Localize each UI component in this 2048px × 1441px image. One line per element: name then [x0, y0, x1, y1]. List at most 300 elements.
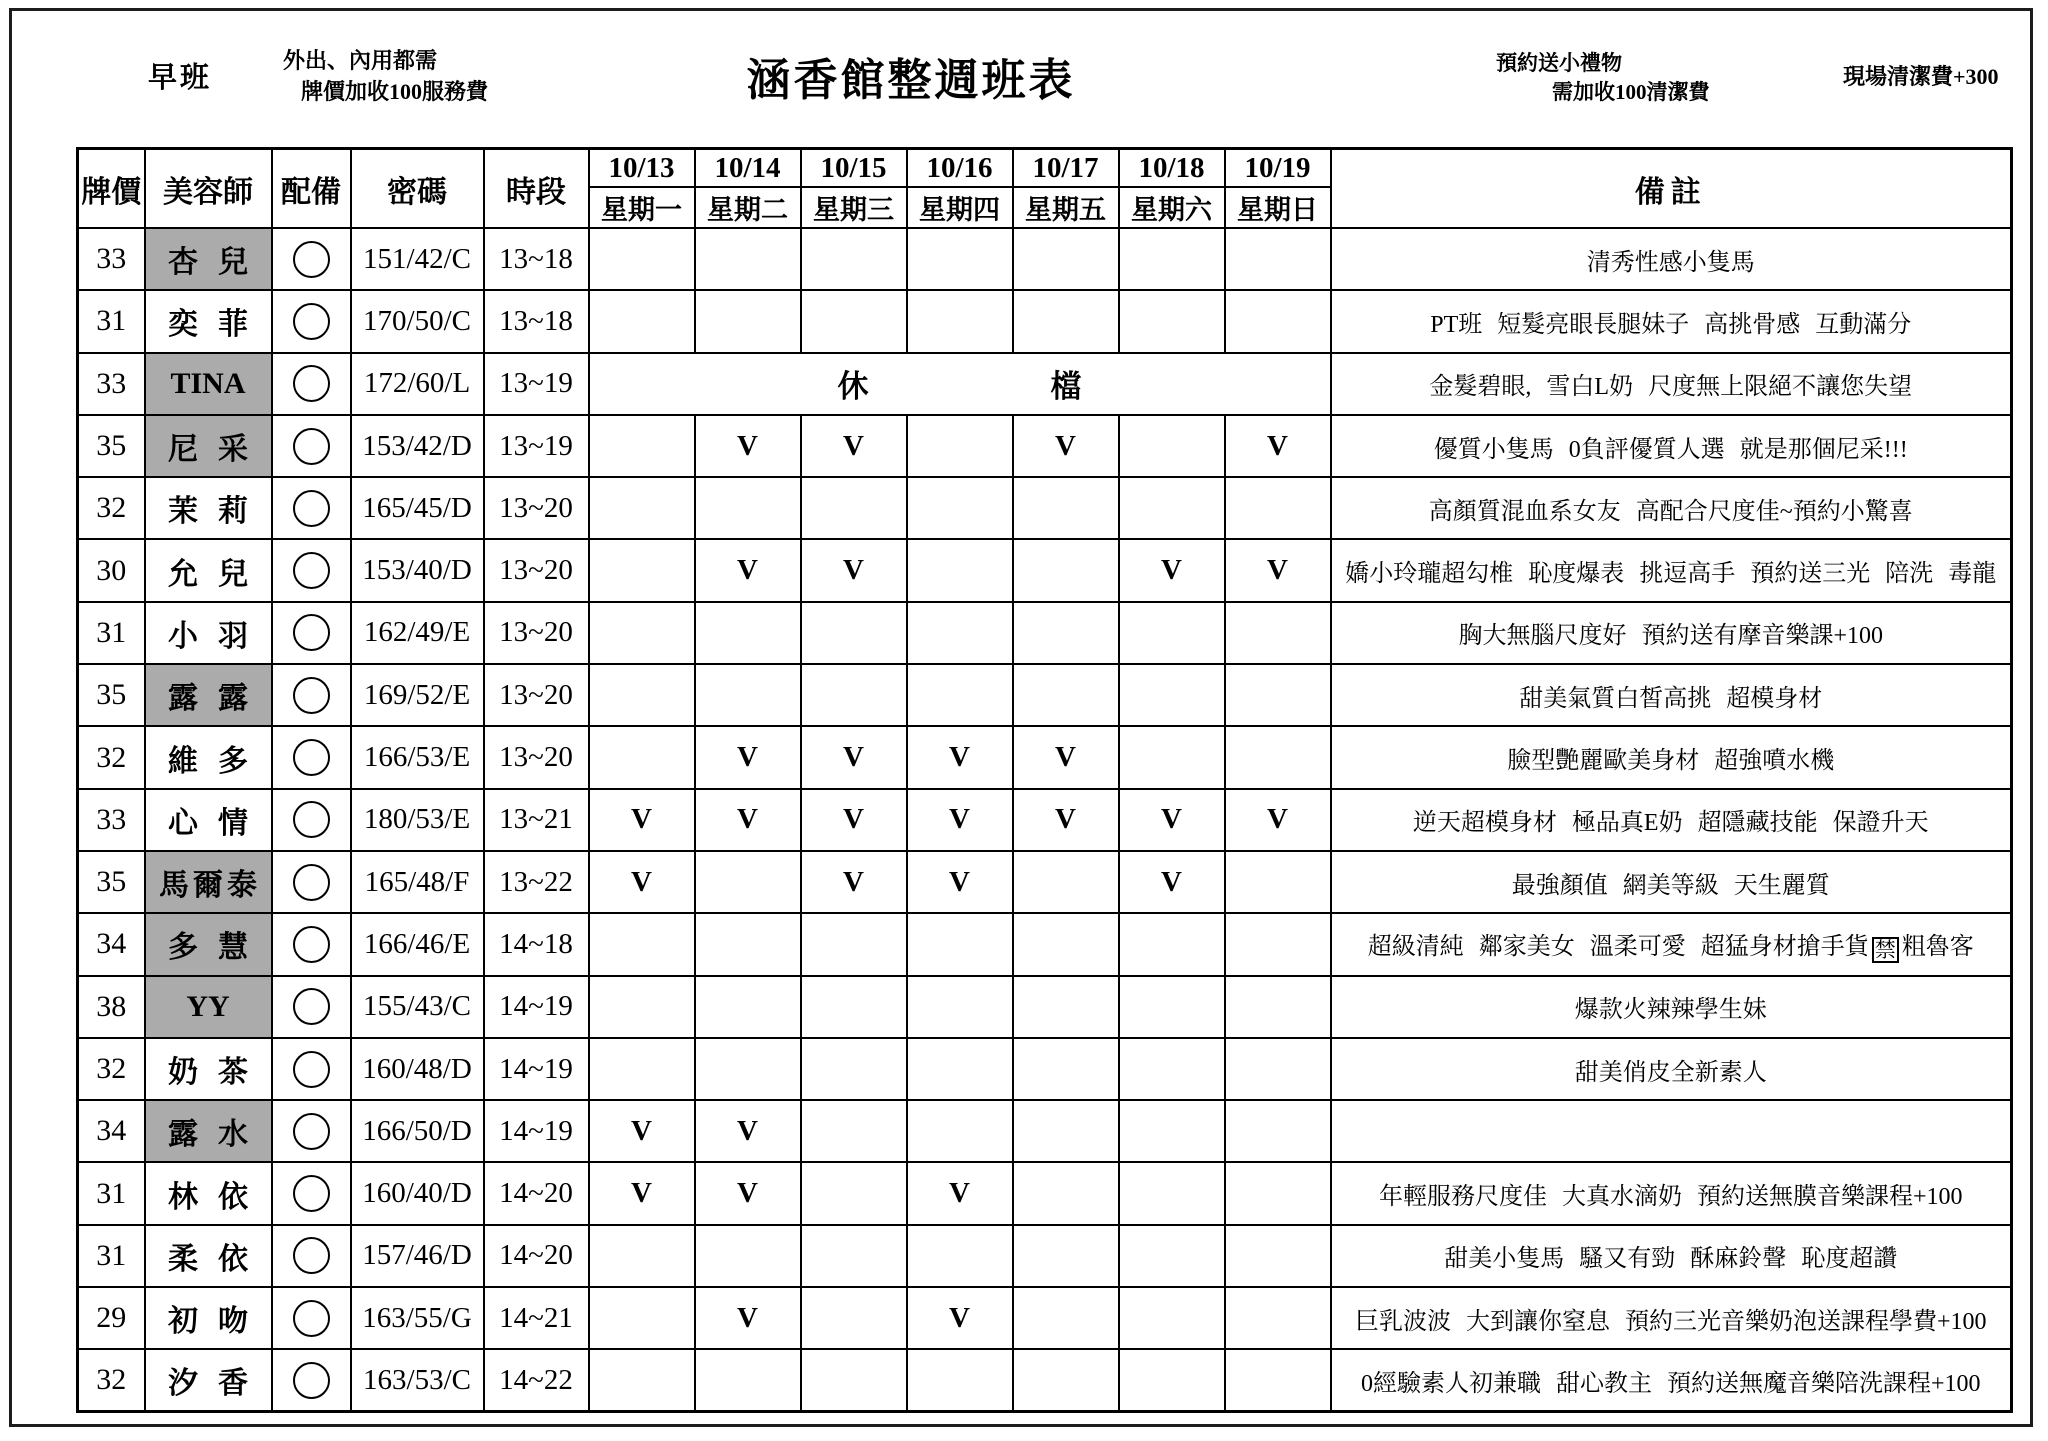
remark-cell: 胸大無腦尺度好 預約送有摩音樂課+100 — [1331, 602, 2012, 664]
schedule-cell — [1013, 228, 1119, 290]
schedule-cell — [1013, 1100, 1119, 1162]
schedule-cell: V — [1013, 726, 1119, 788]
page-title-text: 涵香館整週班表 — [746, 56, 1076, 105]
price-cell: 29 — [78, 1287, 145, 1349]
schedule-cell — [1225, 976, 1331, 1038]
schedule-cell — [1119, 664, 1225, 726]
equipment-cell — [272, 1287, 351, 1349]
schedule-cell — [695, 664, 801, 726]
price-cell: 34 — [78, 913, 145, 975]
booking-note-line2: 需加收100清潔費 — [1552, 80, 1710, 104]
remark-cell: 優質小隻馬 0負評優質人選 就是那個尼采!!! — [1331, 415, 2012, 477]
name-cell — [145, 228, 272, 290]
schedule-cell — [801, 602, 907, 664]
schedule-row — [78, 602, 2012, 664]
schedule-cell: V — [907, 726, 1013, 788]
schedule-row — [78, 1100, 2012, 1162]
code-cell: 166/53/E — [351, 726, 484, 788]
schedule-cell — [1013, 664, 1119, 726]
time-cell: 13~20 — [484, 726, 589, 788]
schedule-cell — [1119, 290, 1225, 352]
equipment-circle-icon — [293, 1051, 330, 1088]
beautician-name: 多慧 — [168, 931, 268, 965]
schedule-cell — [1225, 1162, 1331, 1224]
schedule-cell: V — [695, 1162, 801, 1224]
time-cell: 13~19 — [484, 415, 589, 477]
name-cell — [145, 415, 272, 477]
code-cell: 165/45/D — [351, 477, 484, 539]
schedule-cell — [695, 1225, 801, 1287]
schedule-row — [78, 851, 2012, 913]
equipment-circle-icon — [293, 988, 330, 1025]
equipment-circle-icon — [293, 614, 330, 651]
schedule-cell — [907, 1038, 1013, 1100]
remark-text: 粗魯客 — [1901, 933, 1974, 960]
schedule-cell — [695, 290, 801, 352]
beautician-name: 露水 — [168, 1118, 268, 1152]
remark-cell: 甜美氣質白皙高挑 超模身材 — [1331, 664, 2012, 726]
schedule-row — [78, 1162, 2012, 1224]
equipment-circle-icon — [293, 552, 330, 589]
beautician-name: 奕菲 — [168, 308, 268, 342]
schedule-cell — [1119, 1100, 1225, 1162]
weekday-header: 星期二 — [695, 187, 801, 228]
schedule-row — [78, 290, 2012, 352]
price-cell: 32 — [78, 1349, 145, 1411]
schedule-cell — [589, 726, 695, 788]
remark-cell — [1331, 1100, 2012, 1162]
schedule-cell — [1225, 913, 1331, 975]
remark-cell: 0經驗素人初兼職 甜心教主 預約送無魔音樂陪洗課程+100 — [1331, 1349, 2012, 1411]
schedule-cell — [1225, 851, 1331, 913]
price-cell: 33 — [78, 228, 145, 290]
equipment-cell — [272, 228, 351, 290]
equipment-circle-icon — [293, 1237, 330, 1274]
schedule-cell — [801, 1287, 907, 1349]
schedule-cell — [1119, 913, 1225, 975]
schedule-row — [78, 1287, 2012, 1349]
equipment-cell — [272, 851, 351, 913]
code-cell: 153/42/D — [351, 415, 484, 477]
time-cell: 13~18 — [484, 228, 589, 290]
schedule-cell — [695, 477, 801, 539]
schedule-cell — [1119, 1162, 1225, 1224]
schedule-cell: V — [695, 1287, 801, 1349]
beautician-name: TINA — [170, 366, 246, 400]
code-cell: 166/50/D — [351, 1100, 484, 1162]
schedule-cell — [695, 602, 801, 664]
rest-merged-cell — [589, 353, 1331, 415]
schedule-row — [78, 1038, 2012, 1100]
weekly-schedule-table — [76, 147, 2013, 1413]
name-cell — [145, 851, 272, 913]
schedule-row — [78, 664, 2012, 726]
schedule-cell — [589, 415, 695, 477]
schedule-cell — [1225, 664, 1331, 726]
equipment-cell — [272, 1038, 351, 1100]
remark-cell: 逆天超模身材 極品真E奶 超隱藏技能 保證升天 — [1331, 789, 2012, 851]
name-cell — [145, 726, 272, 788]
schedule-cell — [801, 228, 907, 290]
remark-cell: 清秀性感小隻馬 — [1331, 228, 2012, 290]
schedule-cell — [1225, 1287, 1331, 1349]
schedule-cell — [589, 1349, 695, 1411]
schedule-row — [78, 353, 2012, 415]
equipment-cell — [272, 1349, 351, 1411]
schedule-cell — [1013, 1162, 1119, 1224]
remark-cell: 金髮碧眼, 雪白L奶 尺度無上限絕不讓您失望 — [1331, 353, 2012, 415]
weekday-header: 星期三 — [801, 187, 907, 228]
equipment-circle-icon — [293, 1175, 330, 1212]
schedule-cell — [907, 477, 1013, 539]
schedule-cell — [589, 477, 695, 539]
service-note-line1: 外出、內用都需 — [283, 48, 438, 73]
remark-cell: 臉型艷麗歐美身材 超強噴水機 — [1331, 726, 2012, 788]
code-cell: 163/55/G — [351, 1287, 484, 1349]
beautician-name: 茉莉 — [168, 495, 268, 529]
date-header: 10/14 — [695, 149, 801, 188]
beautician-name: 柔依 — [168, 1242, 268, 1276]
schedule-row — [78, 976, 2012, 1038]
remark-cell: PT班 短髮亮眼長腿妹子 高挑骨感 互動滿分 — [1331, 290, 2012, 352]
schedule-cell — [695, 976, 801, 1038]
schedule-cell — [1225, 1038, 1331, 1100]
equipment-circle-icon — [293, 303, 330, 340]
forbidden-boxed-char: 禁 — [1872, 937, 1899, 963]
equipment-circle-icon — [293, 864, 330, 901]
name-cell — [145, 477, 272, 539]
code-cell: 153/40/D — [351, 539, 484, 601]
schedule-row — [78, 228, 2012, 290]
code-cell: 155/43/C — [351, 976, 484, 1038]
equipment-cell — [272, 789, 351, 851]
schedule-cell — [1225, 1349, 1331, 1411]
schedule-row — [78, 1225, 2012, 1287]
schedule-cell — [801, 1225, 907, 1287]
schedule-cell — [1013, 602, 1119, 664]
schedule-cell — [695, 1349, 801, 1411]
schedule-cell — [1119, 1287, 1225, 1349]
schedule-cell — [1013, 976, 1119, 1038]
schedule-cell — [907, 1349, 1013, 1411]
schedule-cell — [1013, 1225, 1119, 1287]
schedule-cell: V — [907, 851, 1013, 913]
equipment-circle-icon — [293, 739, 330, 776]
schedule-cell — [801, 1349, 907, 1411]
beautician-name: 汐香 — [168, 1367, 268, 1401]
schedule-cell — [1225, 290, 1331, 352]
weekday-header: 星期五 — [1013, 187, 1119, 228]
schedule-cell — [1225, 1100, 1331, 1162]
price-cell: 32 — [78, 1038, 145, 1100]
schedule-cell — [907, 664, 1013, 726]
schedule-cell — [1225, 228, 1331, 290]
col-header-price: 牌價 — [78, 149, 145, 229]
time-cell: 13~20 — [484, 664, 589, 726]
price-cell: 31 — [78, 1225, 145, 1287]
schedule-cell — [589, 664, 695, 726]
equipment-circle-icon — [293, 365, 330, 402]
schedule-cell: V — [801, 726, 907, 788]
schedule-cell — [801, 477, 907, 539]
equipment-cell — [272, 539, 351, 601]
price-cell: 35 — [78, 851, 145, 913]
beautician-name: YY — [186, 989, 230, 1023]
remark-text: 超級清純 鄰家美女 溫柔可愛 超猛身材搶手貨 — [1367, 933, 1869, 960]
schedule-cell — [1119, 477, 1225, 539]
schedule-cell: V — [695, 539, 801, 601]
schedule-cell — [1225, 726, 1331, 788]
schedule-cell — [1225, 602, 1331, 664]
equipment-circle-icon — [293, 677, 330, 714]
rest-label: 休 — [837, 369, 869, 405]
schedule-cell: V — [1119, 539, 1225, 601]
name-cell — [145, 1225, 272, 1287]
schedule-cell: V — [907, 789, 1013, 851]
schedule-cell: V — [695, 726, 801, 788]
equipment-cell — [272, 726, 351, 788]
schedule-cell — [1013, 851, 1119, 913]
schedule-cell: V — [695, 415, 801, 477]
name-cell — [145, 1349, 272, 1411]
price-cell: 30 — [78, 539, 145, 601]
price-cell: 33 — [78, 353, 145, 415]
schedule-cell — [695, 913, 801, 975]
onsite-fee-note: 現場清潔費+300 — [1843, 64, 1999, 89]
date-header: 10/19 — [1225, 149, 1331, 188]
time-cell: 14~20 — [484, 1162, 589, 1224]
date-header: 10/18 — [1119, 149, 1225, 188]
schedule-cell — [907, 602, 1013, 664]
time-cell: 13~18 — [484, 290, 589, 352]
equipment-circle-icon — [293, 241, 330, 278]
price-cell: 31 — [78, 602, 145, 664]
time-cell: 14~19 — [484, 1100, 589, 1162]
name-cell — [145, 602, 272, 664]
schedule-cell — [801, 1100, 907, 1162]
equipment-cell — [272, 1225, 351, 1287]
schedule-cell — [589, 1225, 695, 1287]
shift-label: 早班 — [148, 62, 213, 94]
beautician-name: 奶茶 — [168, 1056, 268, 1089]
equipment-cell — [272, 1100, 351, 1162]
schedule-cell — [907, 1100, 1013, 1162]
equipment-cell — [272, 477, 351, 539]
schedule-cell — [801, 664, 907, 726]
date-header: 10/15 — [801, 149, 907, 188]
schedule-cell — [1119, 415, 1225, 477]
code-cell: 172/60/L — [351, 353, 484, 415]
price-cell: 38 — [78, 976, 145, 1038]
equipment-cell — [272, 353, 351, 415]
beautician-name: 允兒 — [168, 557, 268, 591]
beautician-name: 心情 — [168, 806, 268, 840]
schedule-cell — [1013, 913, 1119, 975]
schedule-cell — [907, 913, 1013, 975]
schedule-row — [78, 415, 2012, 477]
col-header-remark: 備註 — [1331, 149, 2012, 229]
name-cell — [145, 539, 272, 601]
remark-cell: 年輕服務尺度佳 大真水滴奶 預約送無膜音樂課程+100 — [1331, 1162, 2012, 1224]
time-cell: 14~18 — [484, 913, 589, 975]
equipment-circle-icon — [293, 490, 330, 527]
code-cell: 166/46/E — [351, 913, 484, 975]
schedule-cell: V — [1225, 539, 1331, 601]
time-cell: 14~19 — [484, 1038, 589, 1100]
code-cell: 160/40/D — [351, 1162, 484, 1224]
schedule-cell: V — [907, 1287, 1013, 1349]
remark-cell: 巨乳波波 大到讓你窒息 預約三光音樂奶泡送課程學費+100 — [1331, 1287, 2012, 1349]
schedule-cell: V — [1119, 789, 1225, 851]
schedule-cell: V — [695, 789, 801, 851]
beautician-name: 馬爾泰 — [159, 869, 261, 903]
beautician-name: 杏兒 — [168, 246, 268, 280]
schedule-cell — [907, 539, 1013, 601]
schedule-cell: V — [589, 851, 695, 913]
service-note-line2: 牌價加收100服務費 — [301, 79, 489, 104]
schedule-cell — [1013, 539, 1119, 601]
schedule-cell — [695, 851, 801, 913]
schedule-cell: V — [695, 1100, 801, 1162]
schedule-cell — [1119, 602, 1225, 664]
schedule-cell — [1013, 477, 1119, 539]
schedule-row — [78, 477, 2012, 539]
remark-cell: 甜美俏皮全新素人 — [1331, 1038, 2012, 1100]
time-cell: 14~19 — [484, 976, 589, 1038]
remark-cell — [1331, 913, 2012, 975]
schedule-cell: V — [589, 1100, 695, 1162]
weekday-header: 星期六 — [1119, 187, 1225, 228]
time-cell: 14~21 — [484, 1287, 589, 1349]
schedule-row — [78, 789, 2012, 851]
name-cell — [145, 976, 272, 1038]
schedule-row — [78, 726, 2012, 788]
schedule-cell — [907, 290, 1013, 352]
schedule-cell — [1013, 1349, 1119, 1411]
date-header: 10/16 — [907, 149, 1013, 188]
code-cell: 157/46/D — [351, 1225, 484, 1287]
beautician-name: 小羽 — [168, 619, 268, 653]
equipment-circle-icon — [293, 801, 330, 838]
schedule-cell: V — [1225, 789, 1331, 851]
beautician-name: 初吻 — [168, 1305, 268, 1339]
schedule-cell — [907, 228, 1013, 290]
col-header-code: 密碼 — [351, 149, 484, 229]
schedule-cell — [801, 1038, 907, 1100]
schedule-cell — [1225, 1225, 1331, 1287]
equipment-cell — [272, 664, 351, 726]
schedule-cell — [1013, 290, 1119, 352]
schedule-cell — [801, 976, 907, 1038]
schedule-cell — [801, 913, 907, 975]
code-cell: 165/48/F — [351, 851, 484, 913]
schedule-cell — [1119, 976, 1225, 1038]
schedule-cell — [1013, 1287, 1119, 1349]
schedule-cell — [801, 290, 907, 352]
time-cell: 13~20 — [484, 539, 589, 601]
booking-note-line1: 預約送小禮物 — [1496, 51, 1622, 75]
schedule-cell: V — [1225, 415, 1331, 477]
equipment-circle-icon — [293, 926, 330, 963]
code-cell: 162/49/E — [351, 602, 484, 664]
schedule-cell: V — [801, 789, 907, 851]
schedule-cell — [1119, 1038, 1225, 1100]
schedule-cell — [589, 290, 695, 352]
schedule-cell — [1119, 228, 1225, 290]
schedule-cell — [589, 602, 695, 664]
schedule-cell: V — [801, 851, 907, 913]
name-cell — [145, 1038, 272, 1100]
schedule-cell — [1119, 726, 1225, 788]
schedule-cell — [589, 1038, 695, 1100]
equipment-cell — [272, 1162, 351, 1224]
price-cell: 34 — [78, 1100, 145, 1162]
schedule-row — [78, 1349, 2012, 1411]
schedule-cell — [695, 228, 801, 290]
remark-cell: 嬌小玲瓏超勾椎 恥度爆表 挑逗高手 預約送三光 陪洗 毒龍 — [1331, 539, 2012, 601]
time-cell: 14~22 — [484, 1349, 589, 1411]
schedule-cell: V — [1013, 789, 1119, 851]
price-cell: 33 — [78, 789, 145, 851]
col-header-equipment: 配備 — [272, 149, 351, 229]
beautician-name: 尼采 — [168, 433, 268, 467]
code-cell: 160/48/D — [351, 1038, 484, 1100]
name-cell — [145, 1162, 272, 1224]
weekday-header: 星期一 — [589, 187, 695, 228]
schedule-cell — [589, 228, 695, 290]
schedule-cell — [1013, 1038, 1119, 1100]
price-cell: 31 — [78, 290, 145, 352]
name-cell — [145, 913, 272, 975]
header-row-dates — [78, 149, 2012, 188]
schedule-cell: V — [1119, 851, 1225, 913]
remark-cell: 甜美小隻馬 騷又有勁 酥麻鈴聲 恥度超讚 — [1331, 1225, 2012, 1287]
equipment-cell — [272, 602, 351, 664]
schedule-cell — [1225, 477, 1331, 539]
code-cell: 169/52/E — [351, 664, 484, 726]
schedule-cell: V — [801, 539, 907, 601]
schedule-row — [78, 913, 2012, 975]
name-cell — [145, 789, 272, 851]
remark-cell: 高顏質混血系女友 高配合尺度佳~預約小驚喜 — [1331, 477, 2012, 539]
time-cell: 13~20 — [484, 477, 589, 539]
equipment-circle-icon — [293, 1113, 330, 1150]
time-cell: 13~20 — [484, 602, 589, 664]
page-title — [0, 44, 2048, 108]
price-cell: 35 — [78, 664, 145, 726]
schedule-cell: V — [589, 1162, 695, 1224]
equipment-circle-icon — [293, 1300, 330, 1337]
remark-cell: 最強顏值 網美等級 天生麗質 — [1331, 851, 2012, 913]
weekday-header: 星期日 — [1225, 187, 1331, 228]
schedule-cell: V — [1013, 415, 1119, 477]
name-cell — [145, 353, 272, 415]
price-cell: 35 — [78, 415, 145, 477]
schedule-cell — [589, 1287, 695, 1349]
name-cell — [145, 1287, 272, 1349]
code-cell: 170/50/C — [351, 290, 484, 352]
schedule-cell — [589, 913, 695, 975]
equipment-cell — [272, 290, 351, 352]
rest-label-group — [590, 361, 1330, 406]
equipment-cell — [272, 913, 351, 975]
name-cell — [145, 664, 272, 726]
schedule-cell — [907, 415, 1013, 477]
price-cell: 31 — [78, 1162, 145, 1224]
schedule-cell: V — [907, 1162, 1013, 1224]
beautician-name: 維多 — [168, 744, 268, 778]
time-cell: 13~19 — [484, 353, 589, 415]
